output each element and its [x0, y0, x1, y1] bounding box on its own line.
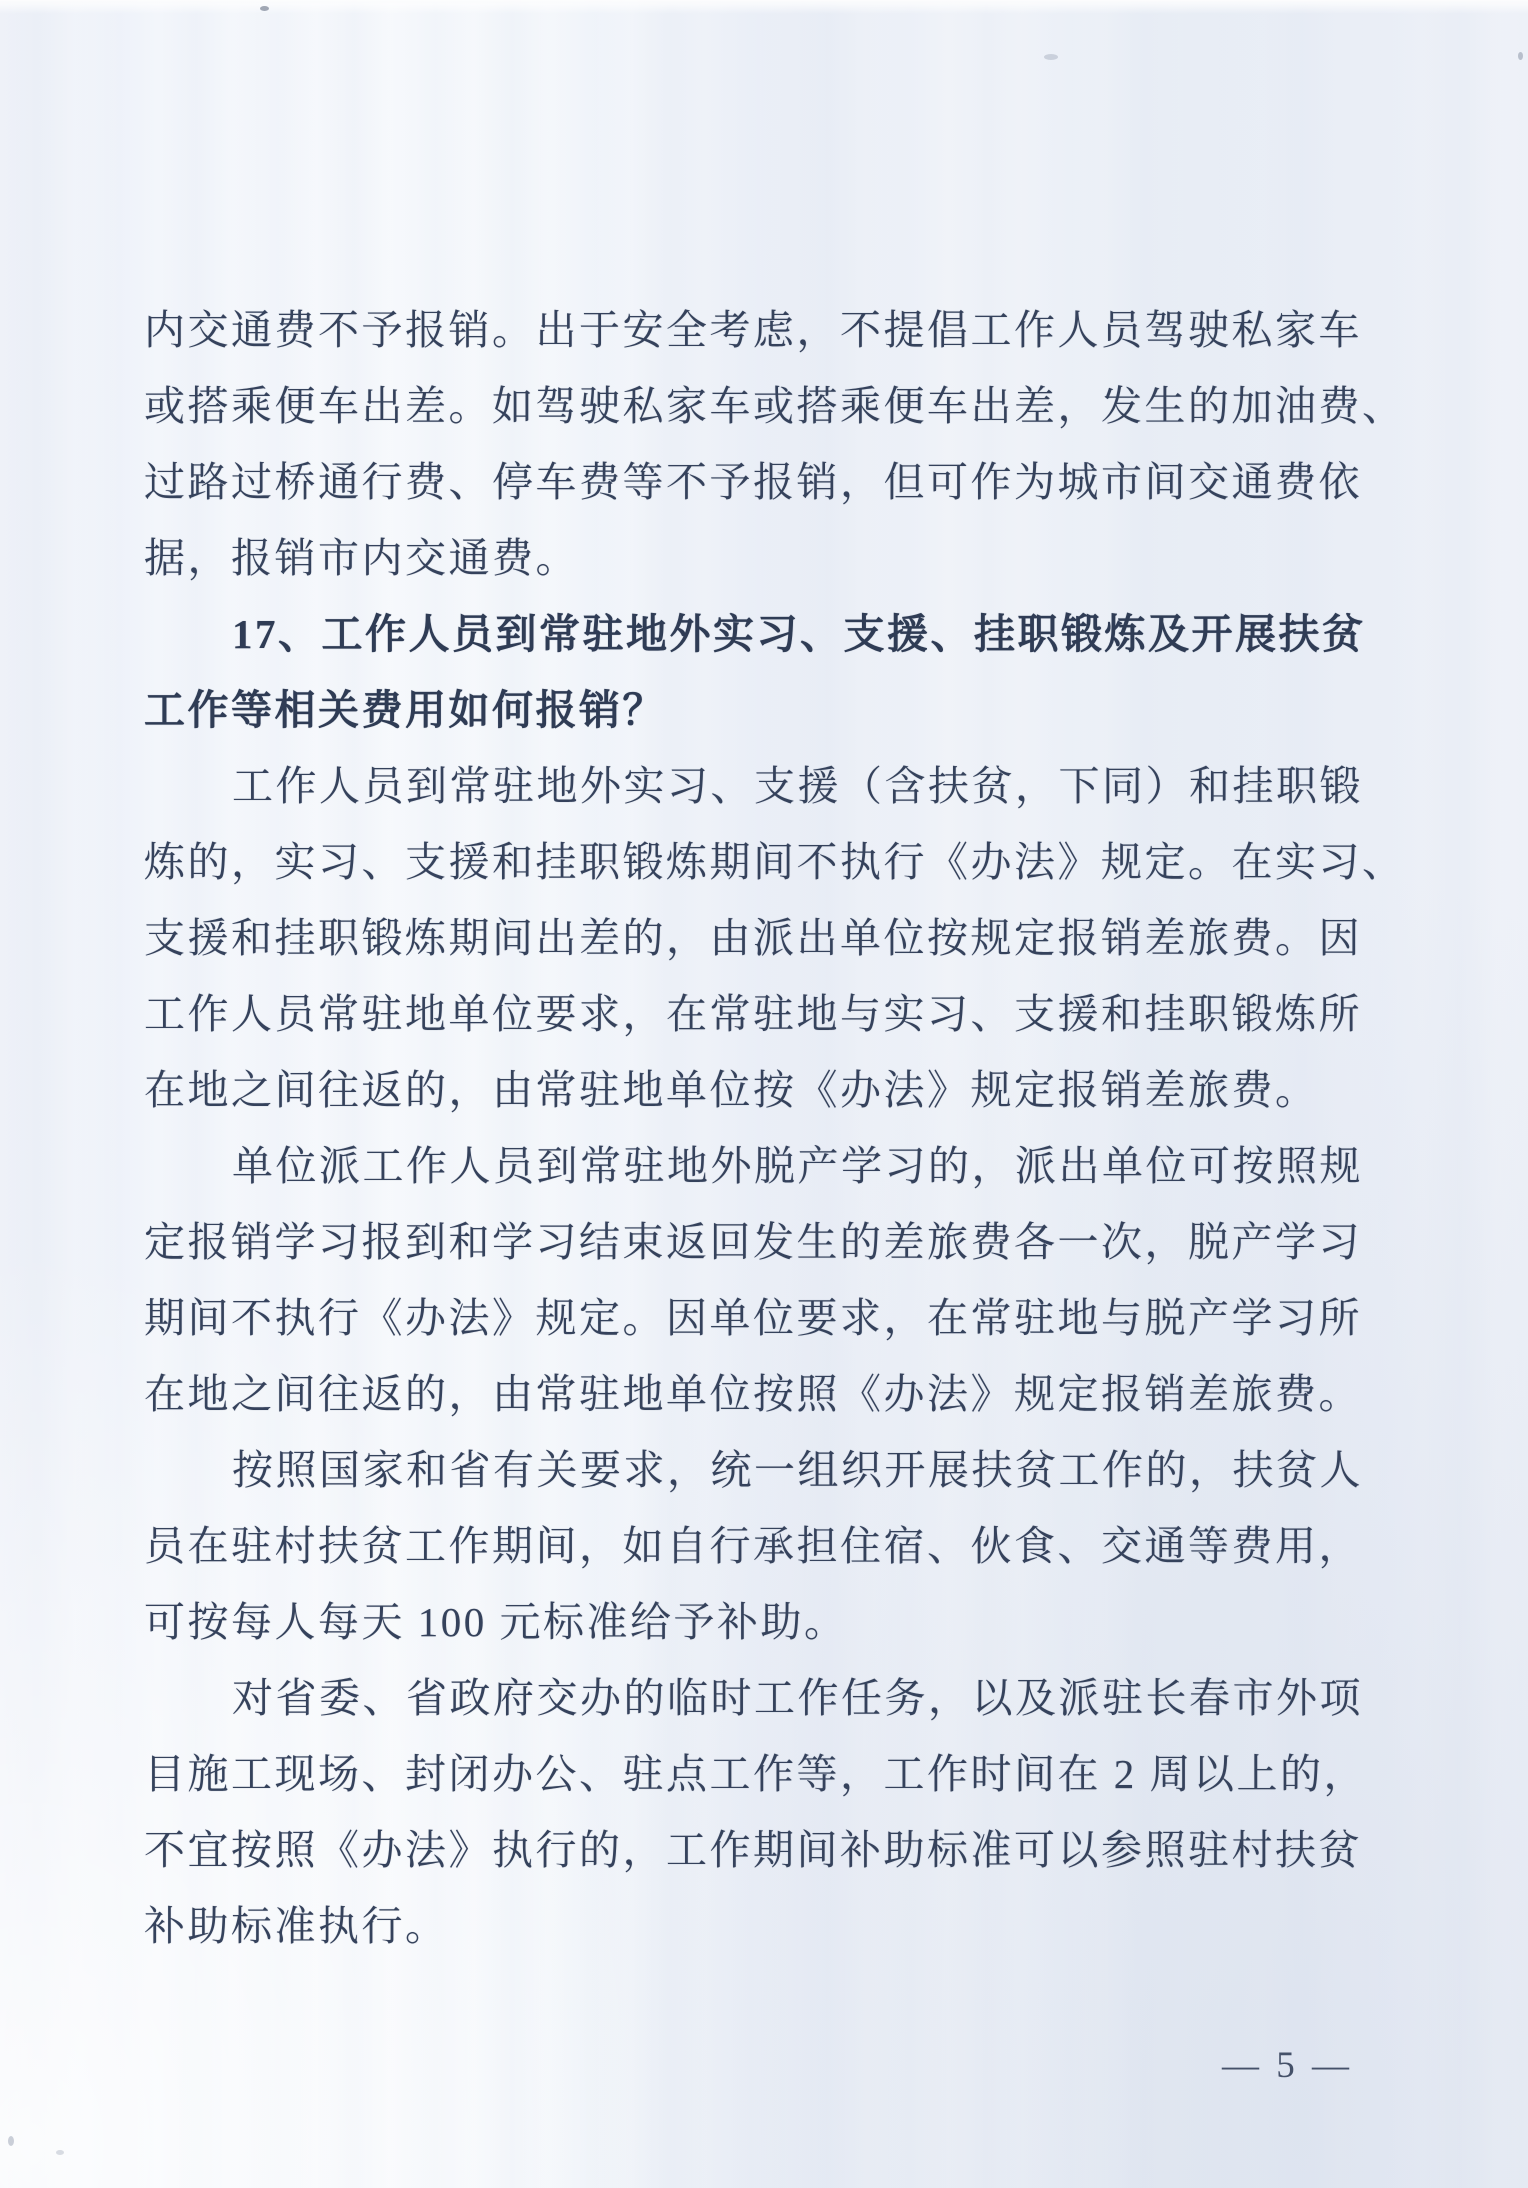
document-body — [144, 292, 1406, 1964]
text-line: 支援和挂职锻炼期间出差的，由派出单位按规定报销差旅费。因 — [144, 915, 1362, 961]
question-heading-line: 工作等相关费用如何报销？ — [144, 687, 666, 733]
text-line: 据，报销市内交通费。 — [144, 535, 579, 581]
text-line: 期间不执行《办法》规定。因单位要求，在常驻地与脱产学习所 — [144, 1295, 1362, 1341]
text-line: 单位派工作人员到常驻地外脱产学习的，派出单位可按照规 — [232, 1143, 1363, 1189]
text-line: 目施工现场、封闭办公、驻点工作等，工作时间在 2 周以上的， — [144, 1751, 1367, 1797]
text-line: 不宜按照《办法》执行的，工作期间补助标准可以参照驻村扶贫 — [144, 1827, 1362, 1873]
text-line: 在地之间往返的，由常驻地单位按照《办法》规定报销差旅费。 — [144, 1371, 1362, 1417]
scan-artifact — [56, 2150, 64, 2155]
text-line: 对省委、省政府交办的临时工作任务，以及派驻长春市外项 — [232, 1675, 1363, 1721]
question-heading-line: 17、工作人员到常驻地外实习、支援、挂职锻炼及开展扶贫 — [232, 611, 1366, 657]
text-line: 员在驻村扶贫工作期间，如自行承担住宿、伙食、交通等费用， — [144, 1523, 1362, 1569]
scan-artifact — [260, 6, 269, 11]
text-line: 炼的，实习、支援和挂职锻炼期间不执行《办法》规定。在实习、 — [144, 839, 1406, 885]
page-number: — 5 — — [1222, 2045, 1353, 2086]
text-line: 或搭乘便车出差。如驾驶私家车或搭乘便车出差，发生的加油费、 — [144, 383, 1406, 429]
scan-artifact — [8, 2136, 14, 2146]
text-line: 在地之间往返的，由常驻地单位按《办法》规定报销差旅费。 — [144, 1067, 1319, 1113]
text-line: 可按每人每天 100 元标准给予补助。 — [144, 1599, 848, 1645]
scan-artifact — [1518, 52, 1523, 60]
scan-artifact — [1044, 54, 1058, 60]
text-line: 过路过桥通行费、停车费等不予报销，但可作为城市间交通费依 — [144, 459, 1362, 505]
text-line: 工作人员常驻地单位要求，在常驻地与实习、支援和挂职锻炼所 — [144, 991, 1362, 1037]
text-line: 按照国家和省有关要求，统一组织开展扶贫工作的，扶贫人 — [232, 1447, 1363, 1493]
text-line: 补助标准执行。 — [144, 1903, 449, 1949]
text-line: 内交通费不予报销。出于安全考虑，不提倡工作人员驾驶私家车 — [144, 307, 1362, 353]
text-line: 定报销学习报到和学习结束返回发生的差旅费各一次，脱产学习 — [144, 1219, 1362, 1265]
text-line: 工作人员到常驻地外实习、支援（含扶贫，下同）和挂职锻 — [232, 763, 1363, 809]
